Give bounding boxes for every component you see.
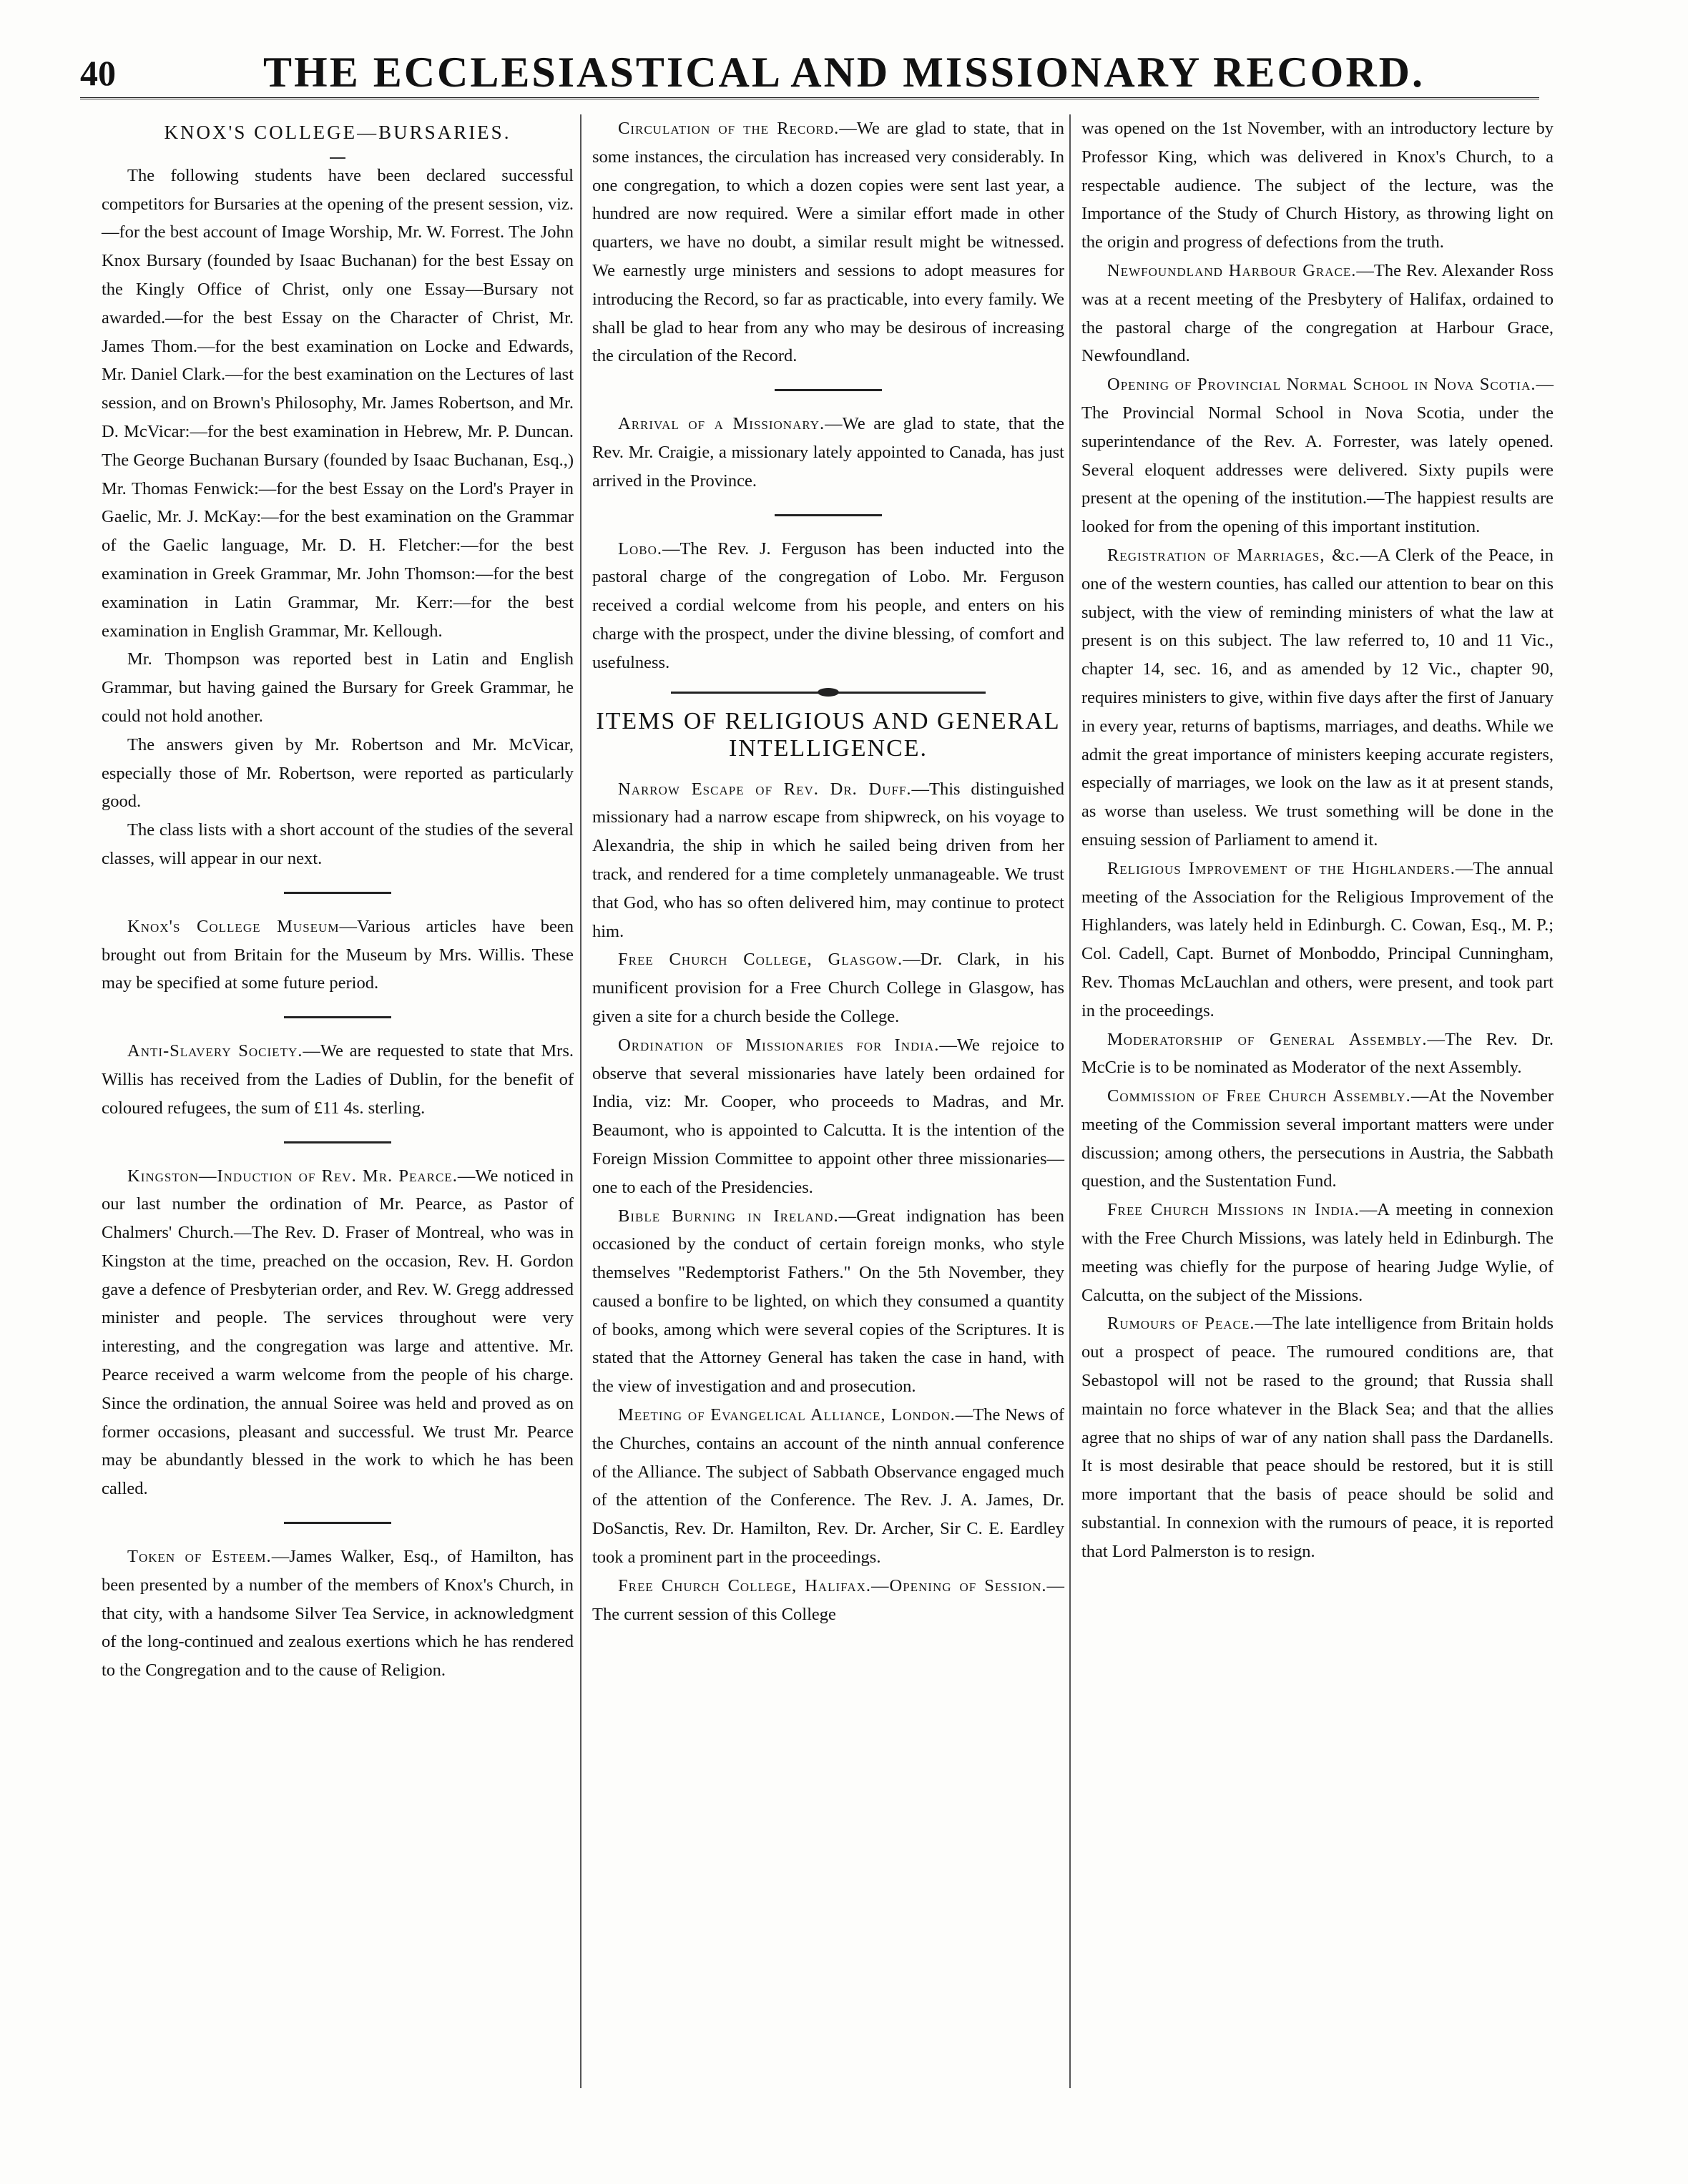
article-text: —Various articles have been brought out from Britain for the Museum by Mrs. Willis. These may be specified at some future period. (102, 916, 574, 993)
article-registration (1081, 541, 1554, 855)
article-text: —The News of the Churches, contains an account of the ninth annual conference of the Alliance. The subject of Sabbath Observance engaged much of the attention of the Conference. The Rev. J. A. James, Dr. DoSanctis, Rev. Dr. Hamilton, Rev. Dr. Archer, Sir C. E. Eardley took a prominent part in the proceedings. (592, 1405, 1064, 1568)
article-text: —A Clerk of the Peace, in one of the western counties, has called our attention to bear on this subject, with the view of reminding ministers of what the law at present is on this subject. The law referred to, 10 and 11 Vic., chapter 14, sec. 16, and as amended by 12 Vic., chapter 90, requires ministers to give, within five days after the first of January in every year, returns of baptisms, marriages, and deaths. While we admit the great importance of ministers keeping accurate registers, especially of marriages, we look on the law as it at present stands, as worse than useless. We trust something will be done in the ensuing session of Parliament to amend it. (1081, 545, 1554, 850)
divider (775, 389, 882, 391)
article-peace (1081, 1309, 1554, 1565)
article-lead: Free Church College, Glasgow. (618, 950, 903, 970)
paragraph: Mr. Thompson was reported best in Latin and English Grammar, but having gained the Bursary for Greek Grammar, he could not hold another. (102, 649, 574, 726)
article-highlanders (1081, 855, 1554, 1025)
article-lead: Kingston—Induction of Rev. Mr. Pearce. (127, 1166, 458, 1186)
article-anti-slavery (102, 1037, 574, 1122)
article-lead: Knox's College Museum (127, 916, 340, 936)
article-text: —The late intelligence from Britain holds out a prospect of peace. The rumoured conditions are, that Sebastopol will not be rased to the ground; that Russia shall maintain no force whatever in the Black Sea; and that the allies agree that no ships of war of any nation shall pass the Dardanells. It is most desirable that peace should be restored, but it is still more important that the basis of peace should be solid and substantial. In connexion with the rumours of peace, it is reported that Lord Palmerston is to resign. (1081, 1314, 1554, 1561)
article-kingston (102, 1162, 574, 1504)
section-heading-items: ITEMS OF RELIGIOUS AND GENERAL INTELLIGENCE. (596, 707, 1061, 762)
article-alliance (592, 1401, 1064, 1572)
divider (775, 514, 882, 516)
article-text: —We are glad to state, that the Rev. Mr. Craigie, a missionary lately appointed to Canada, has just arrived in the Province. (592, 414, 1065, 491)
article-lead: Meeting of Evangelical Alliance, London. (618, 1405, 956, 1425)
article-lead: Lobo. (618, 538, 662, 559)
article-lobo (592, 535, 1064, 677)
divider (284, 892, 391, 894)
column-divider (580, 114, 582, 2088)
article-ordination (592, 1031, 1064, 1202)
article-arrival (592, 410, 1064, 495)
article-text: —Dr. Clark, in his munificent provision for a Free Church College in Glasgow, has given a site for a church beside the College. (592, 950, 1064, 1026)
page-number: 40 (80, 53, 116, 93)
article-lead: Narrow Escape of Rev. Dr. Duff. (618, 779, 912, 799)
divider (284, 1016, 391, 1018)
paragraph: The following students have been declared successful competitors for Bursaries at the opening of the present session, viz.—for the best account of Image Worship, Mr. W. Forrest. The John Knox Bursary (founded by Isaac Buchanan) for the best Essay on the Kingly Office of Christ, only one Essay—Bursary not awarded.—for the best Essay on the Character of Christ, Mr. James Thom.—for the best examination on Locke and Edwards, Mr. Daniel Clark.—for the best examination on the Lectures of last session, and on Brown's Philosophy, Mr. James Robertson, and Mr. D. McVicar:—for the best examination in Hebrew, Mr. P. Duncan. The George Buchanan Bursary (founded by Isaac Buchanan, Esq.,) Mr. Thomas Fenwick:—for the best Essay on the Lord's Prayer in Gaelic, Mr. J. McKay:—for the best examination on the Grammar of the Gaelic language, Mr. D. H. Fletcher:—for the best examination in Greek Grammar, Mr. John Thomson:—for the best examination in Latin Grammar, Mr. Kerr:—for the best examination in English Grammar, Mr. Kellough. (102, 165, 574, 641)
ornament-divider (671, 692, 986, 694)
article-text: —Great indignation has been occasioned by the conduct of certain foreign monks, who style themselves "Redemptorist Fathers." On the 5th November, they caused a bonfire to be lighted, on which they consumed a quantity of books, among which were several copies of the Scriptures. It is stated that the Attorney General has taken the case in hand, with the view of investigation and and prosecution. (592, 1206, 1065, 1397)
article-lead: Newfoundland Harbour Grace. (1107, 260, 1357, 280)
article-lead: Opening of Provincial Normal School in Nova Scotia. (1107, 375, 1536, 395)
column-3 (1081, 114, 1554, 1566)
column-1 (102, 114, 574, 1685)
article-lead: Commission of Free Church Assembly. (1107, 1086, 1411, 1106)
column-2 (592, 114, 1064, 1628)
article-token (102, 1543, 574, 1685)
article-text: —The Provincial Normal School in Nova Scotia, under the superintendance of the Rev. A. Forrester, was lately opened. Several eloquent addresses were delivered. Sixty pupils were present at the opening of the institution.—The happiest results are looked for from the opening of this important institution. (1081, 375, 1554, 537)
article-text: —We are glad to state, that in some instances, the circulation has increased very considerably. In one congregation, to which a dozen copies were sent last year, a hundred are now required. Were a similar effort made in other quarters, we have no doubt, a similar result might be witnessed. We earnestly urge ministers and sessions to adopt measures for introducing the Record, so far as practicable, into every family. We shall be glad to hear from any who may be desirous of increasing the circulation of the Record. (592, 119, 1064, 366)
article-text: —We noticed in our last number the ordination of Mr. Pearce, as Pastor of Chalmers' Church.—The Rev. D. Fraser of Montreal, who was in Kingston at the time, preached on the occasion, Rev. H. Gordon gave a defence of Presbyterian order, and Rev. W. Gregg addressed minister and people. The services throughout were very interesting, and the congregation was large and attentive. Mr. Pearce received a warm welcome from the people of his charge. Since the ordination, the annual Soiree was held and proved as on former occasions, pleasant and successful. We trust Mr. Pearce may be abundantly blessed in the work to which he has been called. (102, 1166, 574, 1499)
article-text: —We rejoice to observe that several missionaries have lately been ordained for India, viz: Mr. Cooper, who proceeds to Madras, and Mr. Beaumont, who is appointed to Calcutta. It is the intention of the Foreign Mission Committee to appoint other three missionaries—one to each of the Presidencies. (592, 1035, 1064, 1197)
article-glasgow (592, 945, 1064, 1030)
divider (284, 1141, 391, 1143)
article-normal-school (1081, 370, 1554, 541)
article-lead: Free Church College, Halifax.—Opening of Session. (618, 1575, 1047, 1595)
article-commission (1081, 1082, 1554, 1196)
divider (284, 1522, 391, 1524)
article-lead: Ordination of Missionaries for India. (618, 1035, 940, 1055)
section-heading-bursaries: KNOX'S COLLEGE—BURSARIES. (164, 122, 511, 143)
paragraph: The class lists with a short account of the studies of the several classes, will appear in our next. (102, 820, 574, 868)
article-text: —The Rev. Alexander Ross was at a recent meeting of the Presbytery of Halifax, ordained to the pastoral charge of the congregation at Harbour Grace, Newfoundland. (1081, 260, 1554, 366)
article-text: —We are requested to state that Mrs. Willis has received from the Ladies of Dublin, for the benefit of coloured refugees, the sum of £11 4s. sterling. (102, 1041, 574, 1118)
article-lead: Circulation of the Record. (618, 119, 840, 138)
divider (330, 157, 345, 159)
header-rule (80, 97, 1539, 99)
article-text: —At the November meeting of the Commission several important matters were under discussion; among others, the persecutions in Austria, the Sabbath question, and the Sustentation Fund. (1081, 1086, 1554, 1191)
article-halifax-continued: was opened on the 1st November, with an introductory lecture by Professor King, which was delivered in Knox's Church, to a respectable audience. The subject of the lecture, was the Importance of the Study of Church History, as throwing light on the origin and progress of defections from the truth. (1081, 119, 1554, 252)
article-lead: Registration of Marriages, &c. (1107, 545, 1360, 565)
article-duff (592, 775, 1064, 946)
article-missions (1081, 1196, 1554, 1309)
article-text: —James Walker, Esq., of Hamilton, has been presented by a number of the members of Knox's Church, in that city, with a handsome Silver Tea Service, in acknowledgment of the long-continued and zealous exertions which he has rendered to the Congregation and to the cause of Religion. (102, 1547, 574, 1681)
article-text: —The Rev. Dr. McCrie is to be nominated as Moderator of the next Assembly. (1081, 1029, 1554, 1078)
paragraph: The answers given by Mr. Robertson and Mr. McVicar, especially those of Mr. Robertson, were reported as particularly good. (102, 734, 574, 812)
page-title: THE ECCLESIASTICAL AND MISSIONARY RECORD. (263, 49, 1425, 96)
article-lead: Anti-Slavery Society. (127, 1041, 303, 1061)
article-lead: Moderatorship of General Assembly. (1107, 1029, 1428, 1049)
article-text: —This distinguished missionary had a narrow escape from shipwreck, on his voyage to Alexandria, the ship in which he sailed being driven from her track, and rendered for a time completely unmanageable. We trust that God, who has so often delivered him, may continue to protect him. (592, 779, 1064, 941)
article-lead: Arrival of a Missionary. (618, 414, 825, 434)
column-divider (1069, 114, 1071, 2088)
article-moderator (1081, 1025, 1554, 1083)
article-lead: Free Church Missions in India. (1107, 1200, 1360, 1220)
article-lead: Rumours of Peace. (1107, 1314, 1255, 1334)
article-lead: Religious Improvement of the Highlanders. (1107, 858, 1456, 878)
article-text: —The current session of this College (592, 1575, 1064, 1624)
article-circulation (592, 114, 1064, 370)
article-lead: Token of Esteem. (127, 1547, 272, 1567)
article-halifax (592, 1572, 1064, 1629)
article-text: —A meeting in connexion with the Free Church Missions, was lately held in Edinburgh. The meeting was chiefly for the purpose of hearing Judge Wylie, of Calcutta, on the subject of the Missions. (1081, 1200, 1554, 1305)
article-bible-burning (592, 1202, 1064, 1402)
page-header (0, 0, 1688, 107)
article-text: —The Rev. J. Ferguson has been inducted into the pastoral charge of the congregation of Lobo. Mr. Ferguson received a cordial welcome from his people, and enters on his charge with the prospect, under the divine blessing, of comfort and usefulness. (592, 538, 1064, 672)
article-text: —The annual meeting of the Association for the Religious Improvement of the Highlanders, was lately held in Edinburgh. C. Cowan, Esq., M. P.; Col. Cadell, Capt. Burnet of Monboddo, Principal Cunningham, Rev. Thomas McLauchlan and others, were present, and took part in the proceedings. (1081, 858, 1554, 1020)
article-newfoundland (1081, 257, 1554, 370)
article-lead: Bible Burning in Ireland. (618, 1206, 839, 1226)
article-museum (102, 913, 574, 998)
